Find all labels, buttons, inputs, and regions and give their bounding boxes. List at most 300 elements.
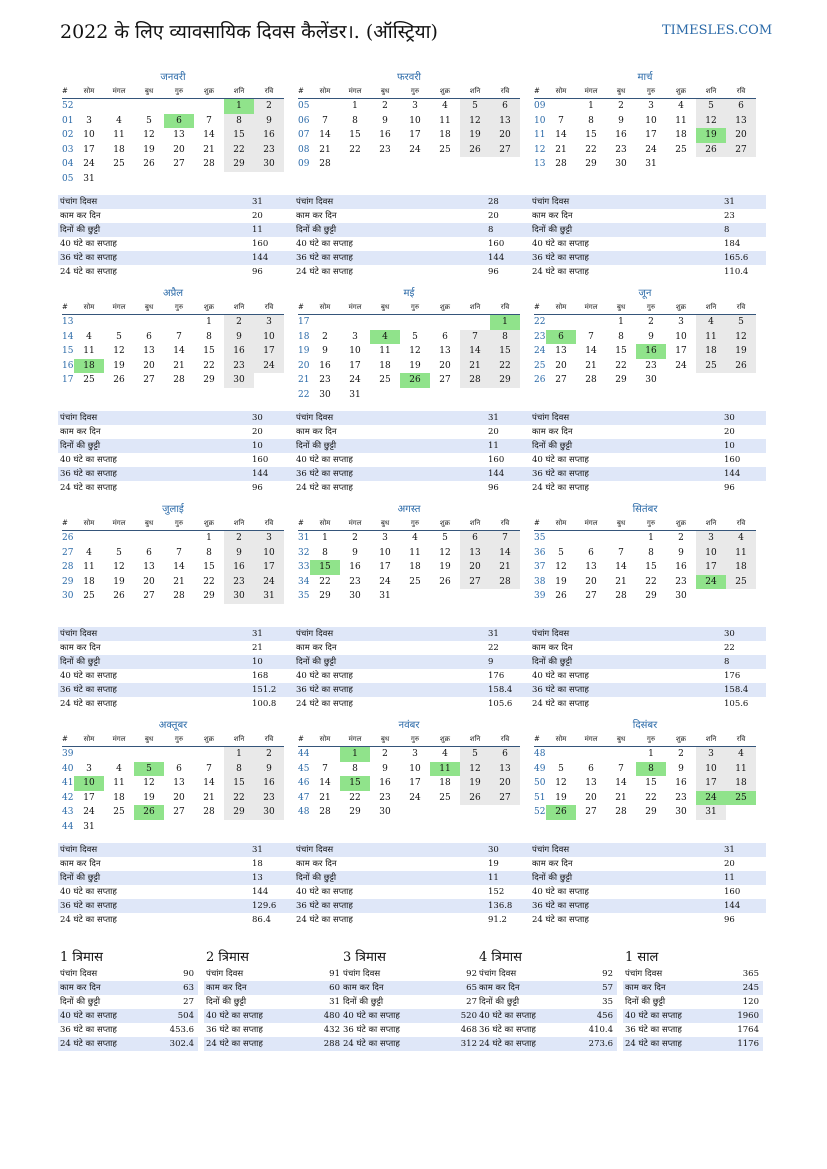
day-cell[interactable]: 3 — [382, 533, 388, 543]
day-cell[interactable]: 30 — [254, 157, 284, 172]
day-cell[interactable]: 8 — [648, 547, 654, 558]
day-cell[interactable]: 8 — [224, 762, 254, 777]
day-cell[interactable]: 16 — [615, 130, 627, 141]
day-cell[interactable]: 8 — [206, 331, 212, 342]
day-cell[interactable]: 16 — [379, 778, 391, 789]
day-cell[interactable]: 2 — [322, 331, 328, 342]
day-cell[interactable]: 3 — [696, 747, 726, 762]
day-cell[interactable]: 2 — [254, 747, 284, 762]
day-cell[interactable]: 14 — [319, 130, 331, 141]
day-cell[interactable]: 5 — [134, 762, 164, 777]
day-cell[interactable]: 19 — [143, 144, 155, 155]
day-cell[interactable]: 29 — [490, 373, 520, 388]
day-cell[interactable]: 9 — [382, 763, 388, 774]
day-cell[interactable]: 11 — [696, 330, 726, 345]
day-cell[interactable]: 6 — [726, 99, 756, 114]
day-cell[interactable]: 22 — [203, 360, 215, 371]
day-cell[interactable]: 18 — [675, 130, 687, 141]
day-cell[interactable]: 16 — [379, 130, 391, 141]
day-cell[interactable]: 13 — [585, 778, 597, 789]
day-cell[interactable]: 24 — [349, 375, 361, 386]
day-cell[interactable]: 9 — [618, 115, 624, 126]
day-cell[interactable]: 15 — [645, 778, 657, 789]
day-cell[interactable]: 11 — [379, 346, 391, 357]
day-cell[interactable]: 25 — [379, 375, 391, 386]
day-cell[interactable]: 18 — [439, 778, 451, 789]
day-cell[interactable]: 23 — [379, 792, 391, 803]
day-cell[interactable]: 10 — [675, 331, 687, 342]
day-cell[interactable]: 30 — [224, 589, 254, 604]
day-cell[interactable]: 27 — [490, 143, 520, 158]
day-cell[interactable]: 26 — [134, 805, 164, 820]
day-cell[interactable]: 22 — [224, 791, 254, 806]
day-cell[interactable]: 5 — [460, 747, 490, 762]
day-cell[interactable]: 3 — [86, 763, 92, 774]
day-cell[interactable]: 11 — [675, 115, 687, 126]
day-cell[interactable]: 12 — [113, 562, 125, 573]
day-cell[interactable]: 8 — [322, 547, 328, 558]
day-cell[interactable]: 22 — [224, 143, 254, 158]
day-cell[interactable]: 7 — [322, 763, 328, 774]
day-cell[interactable]: 15 — [224, 776, 254, 791]
day-cell[interactable]: 6 — [176, 763, 182, 774]
day-cell[interactable]: 11 — [83, 562, 95, 573]
day-cell[interactable]: 28 — [555, 159, 567, 170]
day-cell[interactable]: 28 — [615, 591, 627, 602]
day-cell[interactable]: 22 — [615, 360, 627, 371]
day-cell[interactable]: 27 — [143, 591, 155, 602]
day-cell[interactable]: 9 — [224, 330, 254, 345]
day-cell[interactable]: 9 — [224, 546, 254, 561]
day-cell[interactable]: 12 — [143, 130, 155, 141]
day-cell[interactable]: 6 — [546, 330, 576, 345]
day-cell[interactable]: 19 — [696, 128, 726, 143]
day-cell[interactable]: 3 — [254, 315, 284, 330]
day-cell[interactable]: 14 — [203, 130, 215, 141]
day-cell[interactable]: 22 — [319, 576, 331, 587]
day-cell[interactable]: 15 — [310, 560, 340, 575]
day-cell[interactable]: 16 — [319, 360, 331, 371]
day-cell[interactable]: 27 — [460, 575, 490, 590]
day-cell[interactable]: 28 — [173, 591, 185, 602]
day-cell[interactable]: 12 — [409, 346, 421, 357]
day-cell[interactable]: 26 — [143, 159, 155, 170]
day-cell[interactable]: 26 — [113, 591, 125, 602]
day-cell[interactable]: 10 — [379, 547, 391, 558]
day-cell[interactable]: 6 — [460, 531, 490, 546]
day-cell[interactable]: 11 — [430, 762, 460, 777]
day-cell[interactable]: 15 — [340, 776, 370, 791]
day-cell[interactable]: 26 — [555, 591, 567, 602]
day-cell[interactable]: 26 — [400, 373, 430, 388]
day-cell[interactable]: 23 — [615, 144, 627, 155]
day-cell[interactable]: 22 — [349, 144, 361, 155]
day-cell[interactable]: 7 — [322, 115, 328, 126]
day-cell[interactable]: 9 — [678, 763, 684, 774]
day-cell[interactable]: 19 — [726, 344, 756, 359]
day-cell[interactable]: 9 — [352, 547, 358, 558]
day-cell[interactable]: 12 — [726, 330, 756, 345]
day-cell[interactable]: 18 — [696, 344, 726, 359]
day-cell[interactable]: 1 — [648, 749, 654, 759]
day-cell[interactable]: 30 — [319, 389, 331, 400]
day-cell[interactable]: 16 — [636, 344, 666, 359]
day-cell[interactable]: 5 — [726, 315, 756, 330]
day-cell[interactable]: 4 — [370, 330, 400, 345]
day-cell[interactable]: 17 — [83, 792, 95, 803]
day-cell[interactable]: 1 — [352, 101, 358, 111]
day-cell[interactable]: 20 — [585, 576, 597, 587]
day-cell[interactable]: 28 — [615, 807, 627, 818]
day-cell[interactable]: 2 — [382, 101, 388, 111]
day-cell[interactable]: 23 — [675, 792, 687, 803]
day-cell[interactable]: 11 — [726, 546, 756, 561]
day-cell[interactable]: 13 — [173, 778, 185, 789]
day-cell[interactable]: 25 — [726, 791, 756, 806]
day-cell[interactable]: 25 — [675, 144, 687, 155]
day-cell[interactable]: 10 — [349, 346, 361, 357]
day-cell[interactable]: 4 — [116, 763, 122, 774]
day-cell[interactable]: 27 — [173, 159, 185, 170]
day-cell[interactable]: 3 — [352, 331, 358, 342]
day-cell[interactable]: 6 — [442, 331, 448, 342]
day-cell[interactable]: 18 — [726, 560, 756, 575]
day-cell[interactable]: 28 — [203, 807, 215, 818]
day-cell[interactable]: 30 — [379, 807, 391, 818]
day-cell[interactable]: 6 — [490, 99, 520, 114]
day-cell[interactable]: 27 — [726, 143, 756, 158]
day-cell[interactable]: 19 — [113, 576, 125, 587]
day-cell[interactable]: 28 — [585, 375, 597, 386]
day-cell[interactable]: 2 — [352, 533, 358, 543]
day-cell[interactable]: 26 — [696, 143, 726, 158]
day-cell[interactable]: 25 — [83, 375, 95, 386]
day-cell[interactable]: 18 — [113, 792, 125, 803]
day-cell[interactable]: 20 — [143, 360, 155, 371]
day-cell[interactable]: 18 — [83, 576, 95, 587]
day-cell[interactable]: 21 — [460, 359, 490, 374]
day-cell[interactable]: 1 — [224, 747, 254, 762]
day-cell[interactable]: 16 — [254, 776, 284, 791]
day-cell[interactable]: 15 — [645, 562, 657, 573]
day-cell[interactable]: 19 — [113, 360, 125, 371]
day-cell[interactable]: 28 — [173, 375, 185, 386]
day-cell[interactable]: 20 — [173, 144, 185, 155]
day-cell[interactable]: 20 — [173, 792, 185, 803]
day-cell[interactable]: 20 — [460, 560, 490, 575]
day-cell[interactable]: 2 — [678, 749, 684, 759]
day-cell[interactable]: 31 — [645, 159, 657, 170]
day-cell[interactable]: 17 — [696, 776, 726, 791]
day-cell[interactable]: 27 — [585, 591, 597, 602]
day-cell[interactable]: 30 — [615, 159, 627, 170]
day-cell[interactable]: 22 — [645, 792, 657, 803]
day-cell[interactable]: 2 — [618, 101, 624, 111]
day-cell[interactable]: 1 — [206, 317, 212, 327]
day-cell[interactable]: 8 — [206, 547, 212, 558]
day-cell[interactable]: 22 — [645, 576, 657, 587]
day-cell[interactable]: 13 — [555, 346, 567, 357]
day-cell[interactable]: 13 — [490, 114, 520, 129]
day-cell[interactable]: 4 — [412, 533, 418, 543]
day-cell[interactable]: 24 — [83, 159, 95, 170]
day-cell[interactable]: 8 — [224, 114, 254, 129]
day-cell[interactable]: 7 — [588, 331, 594, 342]
day-cell[interactable]: 27 — [143, 375, 155, 386]
day-cell[interactable]: 20 — [490, 776, 520, 791]
day-cell[interactable]: 19 — [555, 792, 567, 803]
day-cell[interactable]: 21 — [615, 792, 627, 803]
day-cell[interactable]: 24 — [83, 807, 95, 818]
day-cell[interactable]: 5 — [412, 331, 418, 342]
day-cell[interactable]: 14 — [203, 778, 215, 789]
day-cell[interactable]: 6 — [588, 547, 594, 558]
day-cell[interactable]: 24 — [696, 575, 726, 590]
day-cell[interactable]: 20 — [585, 792, 597, 803]
day-cell[interactable]: 14 — [460, 344, 490, 359]
day-cell[interactable]: 10 — [696, 762, 726, 777]
day-cell[interactable]: 18 — [113, 144, 125, 155]
day-cell[interactable]: 30 — [645, 375, 657, 386]
day-cell[interactable]: 5 — [696, 99, 726, 114]
day-cell[interactable]: 5 — [146, 115, 152, 126]
day-cell[interactable]: 16 — [224, 560, 254, 575]
day-cell[interactable]: 25 — [439, 144, 451, 155]
day-cell[interactable]: 17 — [409, 130, 421, 141]
day-cell[interactable]: 12 — [696, 114, 726, 129]
day-cell[interactable]: 14 — [615, 778, 627, 789]
day-cell[interactable]: 19 — [460, 776, 490, 791]
day-cell[interactable]: 16 — [224, 344, 254, 359]
day-cell[interactable]: 11 — [439, 115, 451, 126]
day-cell[interactable]: 7 — [618, 763, 624, 774]
day-cell[interactable]: 17 — [379, 562, 391, 573]
day-cell[interactable]: 31 — [696, 805, 726, 820]
day-cell[interactable]: 4 — [442, 749, 448, 759]
day-cell[interactable]: 26 — [460, 143, 490, 158]
day-cell[interactable]: 24 — [645, 144, 657, 155]
day-cell[interactable]: 5 — [116, 547, 122, 558]
day-cell[interactable]: 19 — [460, 128, 490, 143]
day-cell[interactable]: 10 — [696, 546, 726, 561]
day-cell[interactable]: 22 — [585, 144, 597, 155]
day-cell[interactable]: 14 — [615, 562, 627, 573]
day-cell[interactable]: 8 — [352, 115, 358, 126]
day-cell[interactable]: 1 — [648, 533, 654, 543]
day-cell[interactable]: 1 — [490, 315, 520, 330]
day-cell[interactable]: 3 — [648, 101, 654, 111]
day-cell[interactable]: 23 — [224, 575, 254, 590]
day-cell[interactable]: 31 — [254, 589, 284, 604]
day-cell[interactable]: 14 — [173, 346, 185, 357]
day-cell[interactable]: 18 — [379, 360, 391, 371]
day-cell[interactable]: 1 — [206, 533, 212, 543]
day-cell[interactable]: 29 — [203, 591, 215, 602]
day-cell[interactable]: 14 — [585, 346, 597, 357]
day-cell[interactable]: 6 — [164, 114, 194, 129]
day-cell[interactable]: 29 — [349, 807, 361, 818]
day-cell[interactable]: 29 — [224, 805, 254, 820]
day-cell[interactable]: 21 — [490, 560, 520, 575]
day-cell[interactable]: 11 — [113, 778, 125, 789]
day-cell[interactable]: 29 — [224, 157, 254, 172]
day-cell[interactable]: 3 — [86, 115, 92, 126]
day-cell[interactable]: 14 — [490, 546, 520, 561]
day-cell[interactable]: 29 — [203, 375, 215, 386]
day-cell[interactable]: 7 — [618, 547, 624, 558]
day-cell[interactable]: 4 — [696, 315, 726, 330]
day-cell[interactable]: 17 — [83, 144, 95, 155]
day-cell[interactable]: 9 — [678, 547, 684, 558]
day-cell[interactable]: 18 — [409, 562, 421, 573]
day-cell[interactable]: 19 — [409, 360, 421, 371]
day-cell[interactable]: 13 — [460, 546, 490, 561]
day-cell[interactable]: 31 — [83, 821, 95, 832]
day-cell[interactable]: 10 — [409, 115, 421, 126]
day-cell[interactable]: 22 — [203, 576, 215, 587]
day-cell[interactable]: 14 — [555, 130, 567, 141]
day-cell[interactable]: 1 — [340, 747, 370, 762]
day-cell[interactable]: 4 — [86, 547, 92, 558]
day-cell[interactable]: 27 — [555, 375, 567, 386]
day-cell[interactable]: 26 — [726, 359, 756, 374]
day-cell[interactable]: 18 — [726, 776, 756, 791]
day-cell[interactable]: 7 — [206, 763, 212, 774]
day-cell[interactable]: 9 — [322, 346, 328, 357]
day-cell[interactable]: 21 — [319, 144, 331, 155]
day-cell[interactable]: 4 — [726, 747, 756, 762]
day-cell[interactable]: 20 — [490, 128, 520, 143]
day-cell[interactable]: 2 — [382, 749, 388, 759]
day-cell[interactable]: 19 — [555, 576, 567, 587]
day-cell[interactable]: 23 — [319, 375, 331, 386]
day-cell[interactable]: 23 — [645, 360, 657, 371]
day-cell[interactable]: 27 — [439, 375, 451, 386]
day-cell[interactable]: 8 — [490, 330, 520, 345]
day-cell[interactable]: 28 — [490, 575, 520, 590]
day-cell[interactable]: 30 — [349, 591, 361, 602]
day-cell[interactable]: 25 — [83, 591, 95, 602]
day-cell[interactable]: 25 — [409, 576, 421, 587]
day-cell[interactable]: 30 — [675, 591, 687, 602]
day-cell[interactable]: 28 — [203, 159, 215, 170]
day-cell[interactable]: 25 — [439, 792, 451, 803]
day-cell[interactable]: 21 — [173, 360, 185, 371]
day-cell[interactable]: 3 — [696, 531, 726, 546]
day-cell[interactable]: 5 — [442, 533, 448, 543]
day-cell[interactable]: 13 — [143, 562, 155, 573]
day-cell[interactable]: 27 — [585, 807, 597, 818]
day-cell[interactable]: 5 — [116, 331, 122, 342]
day-cell[interactable]: 24 — [409, 144, 421, 155]
day-cell[interactable]: 6 — [146, 331, 152, 342]
day-cell[interactable]: 28 — [319, 807, 331, 818]
day-cell[interactable]: 12 — [143, 778, 155, 789]
site-logo-text[interactable]: TIMESLES.COM — [662, 23, 773, 38]
day-cell[interactable]: 23 — [675, 576, 687, 587]
day-cell[interactable]: 27 — [490, 791, 520, 806]
day-cell[interactable]: 19 — [439, 562, 451, 573]
day-cell[interactable]: 19 — [143, 792, 155, 803]
day-cell[interactable]: 25 — [726, 575, 756, 590]
day-cell[interactable]: 10 — [645, 115, 657, 126]
day-cell[interactable]: 30 — [675, 807, 687, 818]
day-cell[interactable]: 16 — [675, 562, 687, 573]
day-cell[interactable]: 17 — [254, 344, 284, 359]
day-cell[interactable]: 15 — [203, 346, 215, 357]
day-cell[interactable]: 10 — [409, 763, 421, 774]
day-cell[interactable]: 4 — [442, 101, 448, 111]
day-cell[interactable]: 29 — [319, 591, 331, 602]
day-cell[interactable]: 15 — [203, 562, 215, 573]
day-cell[interactable]: 17 — [645, 130, 657, 141]
day-cell[interactable]: 9 — [254, 762, 284, 777]
day-cell[interactable]: 21 — [173, 576, 185, 587]
day-cell[interactable]: 12 — [439, 547, 451, 558]
day-cell[interactable]: 22 — [490, 359, 520, 374]
day-cell[interactable]: 22 — [349, 792, 361, 803]
day-cell[interactable]: 16 — [254, 128, 284, 143]
day-cell[interactable]: 1 — [322, 533, 328, 543]
day-cell[interactable]: 25 — [696, 359, 726, 374]
day-cell[interactable]: 23 — [349, 576, 361, 587]
day-cell[interactable]: 10 — [254, 546, 284, 561]
day-cell[interactable]: 12 — [555, 778, 567, 789]
day-cell[interactable]: 11 — [113, 130, 125, 141]
day-cell[interactable]: 10 — [74, 776, 104, 791]
day-cell[interactable]: 17 — [696, 560, 726, 575]
day-cell[interactable]: 21 — [555, 144, 567, 155]
day-cell[interactable]: 6 — [490, 747, 520, 762]
day-cell[interactable]: 1 — [588, 101, 594, 111]
day-cell[interactable]: 21 — [203, 792, 215, 803]
day-cell[interactable]: 13 — [726, 114, 756, 129]
day-cell[interactable]: 4 — [86, 331, 92, 342]
day-cell[interactable]: 8 — [588, 115, 594, 126]
day-cell[interactable]: 10 — [254, 330, 284, 345]
day-cell[interactable]: 29 — [645, 807, 657, 818]
day-cell[interactable]: 25 — [113, 159, 125, 170]
day-cell[interactable]: 8 — [636, 762, 666, 777]
day-cell[interactable]: 9 — [254, 114, 284, 129]
day-cell[interactable]: 25 — [113, 807, 125, 818]
day-cell[interactable]: 2 — [254, 99, 284, 114]
day-cell[interactable]: 31 — [349, 389, 361, 400]
day-cell[interactable]: 2 — [648, 317, 654, 327]
day-cell[interactable]: 4 — [726, 531, 756, 546]
day-cell[interactable]: 31 — [379, 591, 391, 602]
day-cell[interactable]: 5 — [558, 547, 564, 558]
day-cell[interactable]: 12 — [555, 562, 567, 573]
day-cell[interactable]: 23 — [254, 791, 284, 806]
day-cell[interactable]: 15 — [615, 346, 627, 357]
day-cell[interactable]: 20 — [726, 128, 756, 143]
day-cell[interactable]: 23 — [224, 359, 254, 374]
day-cell[interactable]: 7 — [490, 531, 520, 546]
day-cell[interactable]: 21 — [203, 144, 215, 155]
day-cell[interactable]: 4 — [678, 101, 684, 111]
day-cell[interactable]: 2 — [678, 533, 684, 543]
day-cell[interactable]: 23 — [254, 143, 284, 158]
day-cell[interactable]: 7 — [206, 115, 212, 126]
day-cell[interactable]: 7 — [176, 547, 182, 558]
day-cell[interactable]: 13 — [143, 346, 155, 357]
day-cell[interactable]: 13 — [173, 130, 185, 141]
day-cell[interactable]: 11 — [726, 762, 756, 777]
day-cell[interactable]: 21 — [585, 360, 597, 371]
day-cell[interactable]: 10 — [83, 130, 95, 141]
day-cell[interactable]: 17 — [675, 346, 687, 357]
